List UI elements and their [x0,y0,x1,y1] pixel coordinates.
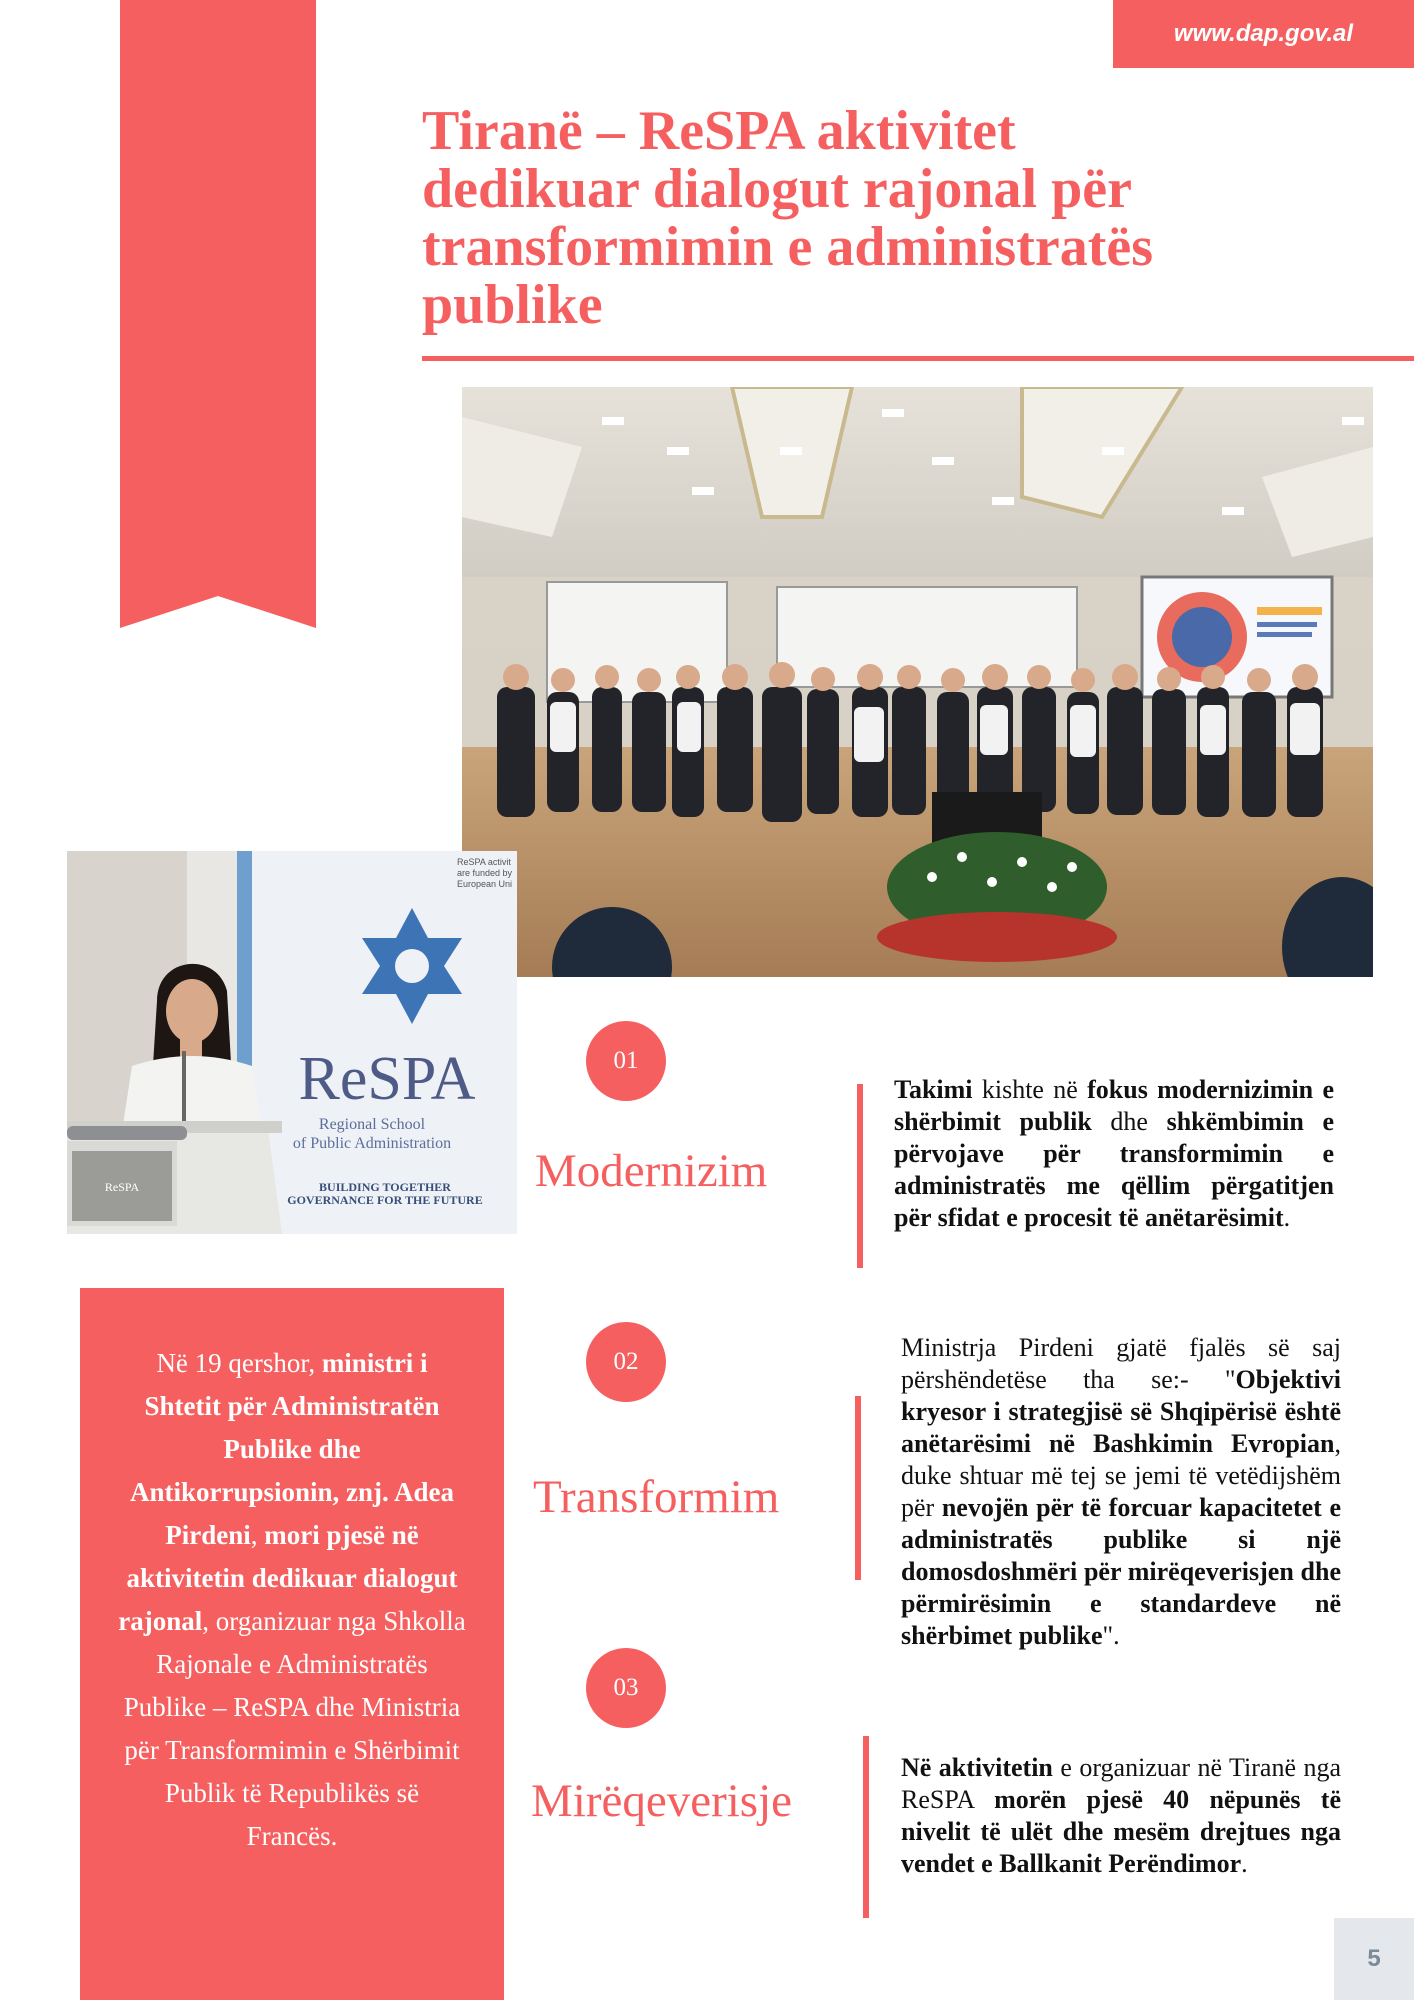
sign-small-text-1: ReSPA activit [457,857,511,867]
section-number-badge-03: 03 [586,1648,666,1728]
section-1-text-run: fokus modernizimin e shërbimit publik [894,1075,1334,1136]
section-number-badge-02: 02 [586,1322,666,1402]
decorative-ribbon [120,0,316,628]
sign-name-line2: of Public Administration [292,1135,452,1152]
section-01-paragraph [894,1074,1334,1234]
section-2-text-run: , duke shtuar më tej se jemi të vetëdijshëm për [901,1429,1341,1522]
sidebar-paragraph [118,1342,466,1858]
section-1-text-run: Takimi [894,1075,973,1104]
section-02-bar [855,1396,861,1580]
sidebar-text-run: ministri i Shtetit për Administratën Publike dhe Antikorrupsionin, znj. Adea Pirdeni [129,1348,455,1550]
speaker-photo [67,851,517,1234]
section-label-modernizim: Modernizim [535,1145,768,1197]
sign-tagline1: BUILDING TOGETHER [319,1180,451,1194]
section-label-transformim: Transformim [533,1471,780,1523]
section-01-bar [857,1084,863,1268]
section-1-text-run: dhe [1091,1107,1167,1136]
sidebar-text-run: , organizuar nga Shkolla Rajonale e Administratës Publike – ReSPA dhe Ministria për Transformimin e Shërbimit Publik të Republikës së Francës. [123,1606,466,1851]
sign-small-text-2: are funded by [457,868,513,878]
section-02-paragraph [901,1332,1341,1652]
sign-small-text-3: European Uni [457,879,513,889]
title-divider [422,356,1414,361]
sign-tagline2: GOVERNANCE FOR THE FUTURE [287,1193,483,1207]
sidebar-text-run: mori pjesë në aktivitetin dedikuar dialogut rajonal [118,1520,458,1636]
section-3-text-run: . [1241,1849,1248,1878]
section-2-text-run: ". [1102,1621,1120,1650]
podium-logo: ReSPA [104,1180,140,1194]
section-1-text-run: shkëmbimin e përvojave për transformimin e administratës me qëllim përgatitjen për sfidat e procesit të anëtarësimit [894,1107,1334,1232]
sidebar-text-run: Në 19 qershor, [156,1348,322,1378]
section-3-text-run: Në aktivitetin [901,1753,1053,1782]
section-03-paragraph [901,1752,1341,1880]
section-1-text-run: kishte në [972,1075,1088,1104]
sidebar-text-run: , [250,1520,265,1550]
section-2-text-run: nevojën për të forcuar kapacitetet e administratës publike si një domosdoshmëri për mirëqeverisjen dhe përmirësimin e standardeve në shërbimet publike [901,1493,1341,1650]
sign-name-line1: Regional School [318,1116,426,1133]
page-number: 5 [1334,1918,1414,2000]
sign-logo: ReSPA [298,1045,476,1113]
section-number-badge-01: 01 [586,1021,666,1101]
group-photo [462,387,1373,977]
website-url[interactable]: www.dap.gov.al [1113,0,1414,68]
section-3-text-run: morën pjesë 40 nëpunës të nivelit të ulët dhe mesëm drejtues nga vendet e Ballkanit Perëndimor [901,1785,1341,1878]
section-03-bar [863,1736,869,1918]
section-3-text-run: e organizuar në Tiranë nga ReSPA [901,1753,1341,1814]
section-2-text-run: Ministrja Pirdeni gjatë fjalës së saj përshëndetëse tha se:- " [901,1333,1341,1394]
page-title: Tiranë – ReSPA aktivitet dedikuar dialogut rajonal për transformimin e administratës publike [422,100,1154,336]
section-label-mireqeverisje: Mirëqeverisje [531,1775,793,1827]
section-2-text-run: Objektivi kryesor i strategjisë së Shqipërisë është anëtarësimi në Bashkimin Evropian [901,1365,1341,1458]
section-1-text-run: . [1283,1203,1291,1232]
